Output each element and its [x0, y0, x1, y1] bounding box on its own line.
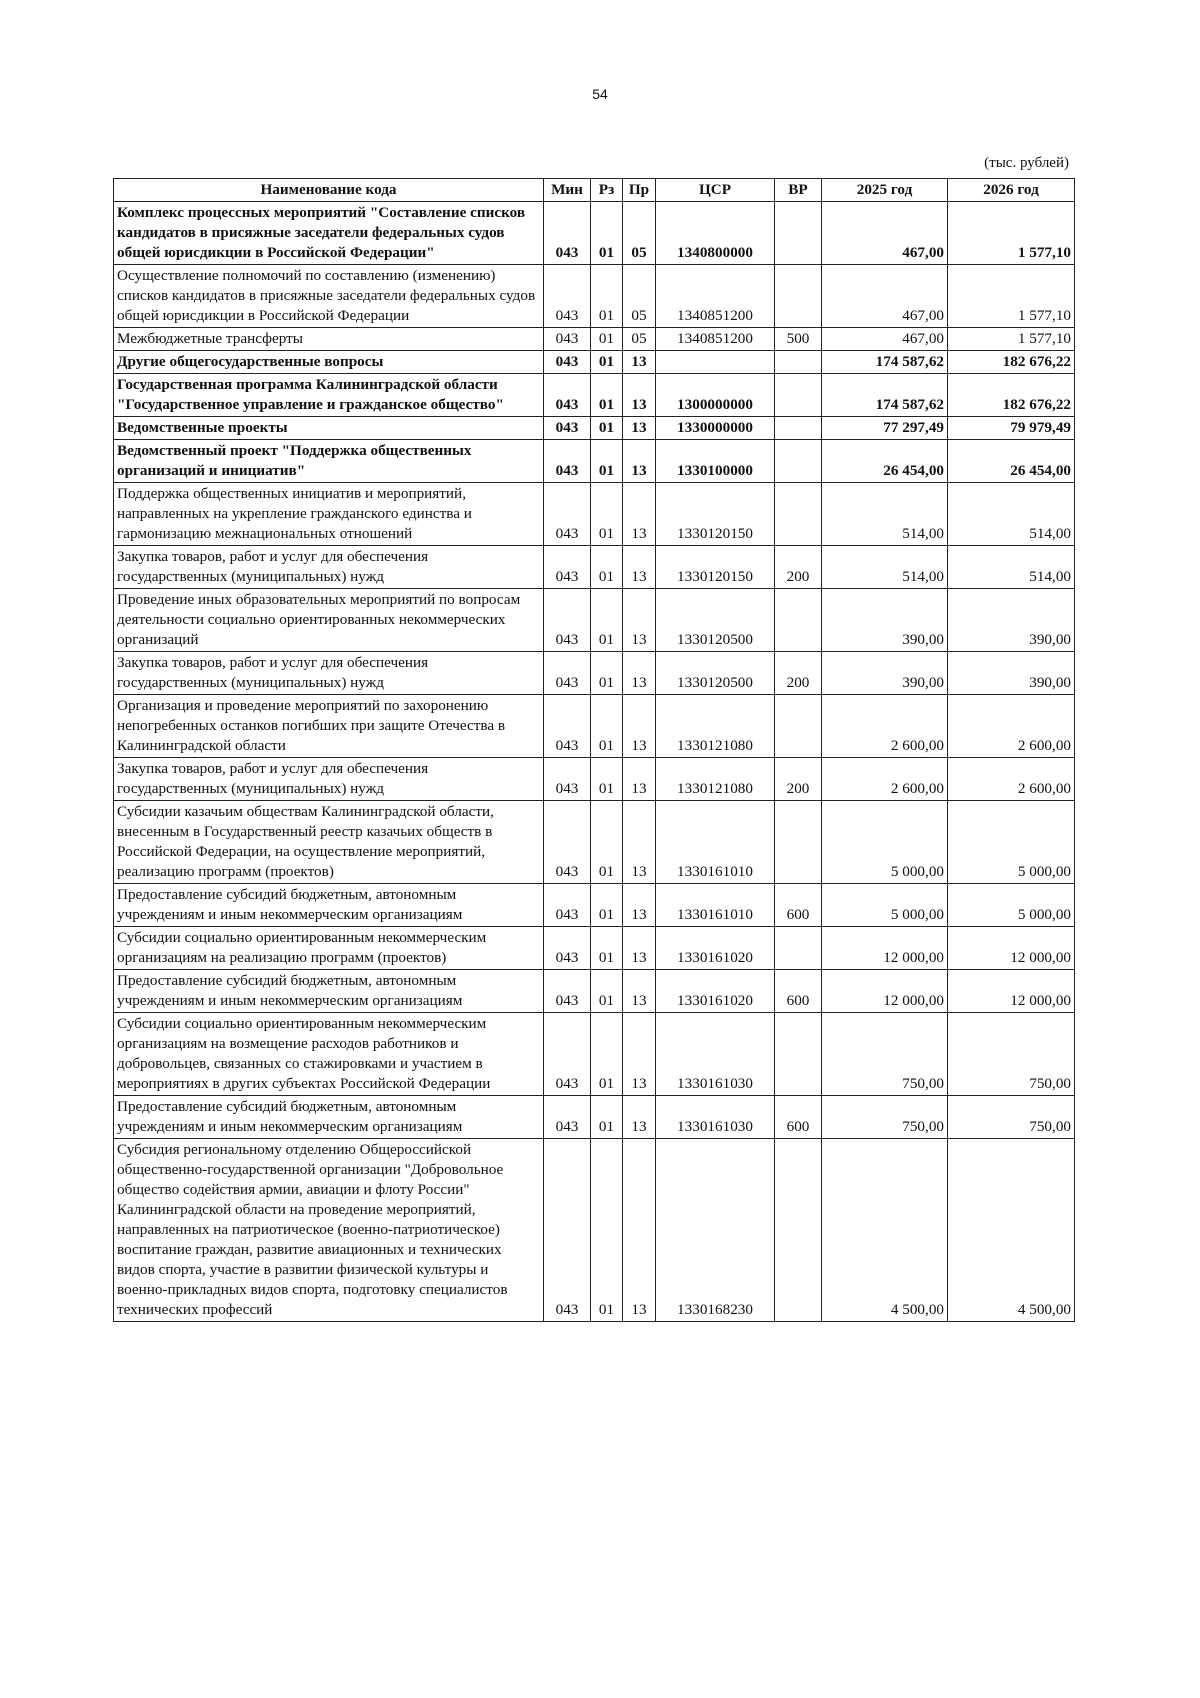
cell-pr: 05 [623, 202, 656, 265]
cell-2026: 750,00 [948, 1096, 1075, 1139]
header-min: Мин [544, 179, 591, 202]
table-row [114, 202, 1075, 265]
cell-min: 043 [544, 417, 591, 440]
header-rz: Рз [591, 179, 623, 202]
cell-min: 043 [544, 202, 591, 265]
cell-name: Предоставление субсидий бюджетным, автономным учреждениям и иным некоммерческим организациям [114, 1096, 544, 1139]
cell-name: Межбюджетные трансферты [114, 328, 544, 351]
cell-vr [775, 265, 822, 328]
cell-2026: 5 000,00 [948, 884, 1075, 927]
cell-2025: 2 600,00 [822, 758, 948, 801]
cell-min: 043 [544, 589, 591, 652]
table-row [114, 483, 1075, 546]
cell-vr: 600 [775, 970, 822, 1013]
cell-rz: 01 [591, 1096, 623, 1139]
cell-min: 043 [544, 1096, 591, 1139]
cell-pr: 13 [623, 417, 656, 440]
cell-csr: 1330120150 [656, 546, 775, 589]
table-row [114, 417, 1075, 440]
cell-vr [775, 927, 822, 970]
cell-csr: 1340800000 [656, 202, 775, 265]
cell-name: Государственная программа Калининградской области "Государственное управление и гражданское общество" [114, 374, 544, 417]
cell-vr [775, 202, 822, 265]
cell-min: 043 [544, 440, 591, 483]
cell-vr [775, 374, 822, 417]
cell-rz: 01 [591, 758, 623, 801]
cell-2025: 12 000,00 [822, 970, 948, 1013]
cell-name: Осуществление полномочий по составлению (изменению) списков кандидатов в присяжные заседатели федеральных судов общей юрисдикции в Российской Федерации [114, 265, 544, 328]
cell-min: 043 [544, 884, 591, 927]
cell-2025: 174 587,62 [822, 351, 948, 374]
cell-pr: 05 [623, 265, 656, 328]
cell-csr: 1330161030 [656, 1013, 775, 1096]
table-row [114, 927, 1075, 970]
cell-2025: 12 000,00 [822, 927, 948, 970]
table-row [114, 1096, 1075, 1139]
table-header-row [114, 179, 1075, 202]
cell-csr: 1330161010 [656, 801, 775, 884]
cell-rz: 01 [591, 483, 623, 546]
cell-pr: 13 [623, 546, 656, 589]
cell-csr: 1330120500 [656, 652, 775, 695]
cell-rz: 01 [591, 1013, 623, 1096]
cell-pr: 13 [623, 927, 656, 970]
cell-2026: 1 577,10 [948, 202, 1075, 265]
cell-name: Закупка товаров, работ и услуг для обеспечения государственных (муниципальных) нужд [114, 652, 544, 695]
table-row [114, 801, 1075, 884]
cell-min: 043 [544, 927, 591, 970]
header-2026: 2026 год [948, 179, 1075, 202]
cell-rz: 01 [591, 970, 623, 1013]
cell-pr: 13 [623, 351, 656, 374]
cell-rz: 01 [591, 440, 623, 483]
cell-name: Организация и проведение мероприятий по захоронению непогребенных останков погибших при защите Отечества в Калининградской области [114, 695, 544, 758]
cell-vr [775, 589, 822, 652]
cell-csr: 1340851200 [656, 265, 775, 328]
header-vr: ВР [775, 179, 822, 202]
cell-2025: 750,00 [822, 1013, 948, 1096]
cell-2025: 514,00 [822, 483, 948, 546]
cell-rz: 01 [591, 801, 623, 884]
table-row [114, 374, 1075, 417]
cell-pr: 13 [623, 374, 656, 417]
cell-2026: 2 600,00 [948, 695, 1075, 758]
cell-pr: 13 [623, 801, 656, 884]
table-row [114, 440, 1075, 483]
cell-2026: 182 676,22 [948, 374, 1075, 417]
cell-vr [775, 1139, 822, 1322]
cell-min: 043 [544, 695, 591, 758]
cell-min: 043 [544, 351, 591, 374]
cell-vr: 200 [775, 758, 822, 801]
cell-csr: 1340851200 [656, 328, 775, 351]
cell-rz: 01 [591, 927, 623, 970]
cell-vr: 500 [775, 328, 822, 351]
cell-vr [775, 695, 822, 758]
cell-2026: 182 676,22 [948, 351, 1075, 374]
cell-csr: 1330161010 [656, 884, 775, 927]
cell-2025: 390,00 [822, 652, 948, 695]
table-body [114, 202, 1075, 1322]
cell-rz: 01 [591, 695, 623, 758]
cell-rz: 01 [591, 589, 623, 652]
cell-vr [775, 351, 822, 374]
cell-pr: 13 [623, 1096, 656, 1139]
cell-2026: 12 000,00 [948, 927, 1075, 970]
cell-2026: 1 577,10 [948, 328, 1075, 351]
cell-min: 043 [544, 483, 591, 546]
cell-csr: 1330121080 [656, 758, 775, 801]
budget-table [113, 178, 1075, 1322]
cell-pr: 05 [623, 328, 656, 351]
table-row [114, 1013, 1075, 1096]
cell-2026: 390,00 [948, 589, 1075, 652]
header-2025: 2025 год [822, 179, 948, 202]
cell-name: Предоставление субсидий бюджетным, автономным учреждениям и иным некоммерческим организациям [114, 970, 544, 1013]
cell-name: Субсидии казачьим обществам Калининградской области, внесенным в Государственный реестр казачьих обществ в Российской Федерации, на осуществление мероприятий, реализацию программ (проектов) [114, 801, 544, 884]
cell-2025: 5 000,00 [822, 801, 948, 884]
cell-2026: 750,00 [948, 1013, 1075, 1096]
cell-vr: 600 [775, 884, 822, 927]
cell-rz: 01 [591, 351, 623, 374]
cell-2025: 2 600,00 [822, 695, 948, 758]
header-csr: ЦСР [656, 179, 775, 202]
cell-rz: 01 [591, 374, 623, 417]
cell-2025: 390,00 [822, 589, 948, 652]
table-row [114, 265, 1075, 328]
cell-name: Закупка товаров, работ и услуг для обеспечения государственных (муниципальных) нужд [114, 546, 544, 589]
cell-pr: 13 [623, 483, 656, 546]
cell-rz: 01 [591, 417, 623, 440]
cell-2026: 26 454,00 [948, 440, 1075, 483]
cell-min: 043 [544, 970, 591, 1013]
cell-min: 043 [544, 652, 591, 695]
cell-pr: 13 [623, 589, 656, 652]
cell-2026: 5 000,00 [948, 801, 1075, 884]
cell-2026: 12 000,00 [948, 970, 1075, 1013]
cell-2026: 514,00 [948, 546, 1075, 589]
cell-vr [775, 483, 822, 546]
cell-2025: 467,00 [822, 328, 948, 351]
cell-min: 043 [544, 1139, 591, 1322]
cell-2026: 390,00 [948, 652, 1075, 695]
cell-2025: 174 587,62 [822, 374, 948, 417]
cell-pr: 13 [623, 970, 656, 1013]
cell-csr: 1330121080 [656, 695, 775, 758]
cell-name: Предоставление субсидий бюджетным, автономным учреждениям и иным некоммерческим организациям [114, 884, 544, 927]
cell-pr: 13 [623, 1139, 656, 1322]
cell-csr [656, 351, 775, 374]
table-row [114, 589, 1075, 652]
cell-vr [775, 801, 822, 884]
cell-name: Субсидии социально ориентированным некоммерческим организациям на реализацию программ (проектов) [114, 927, 544, 970]
units-label: (тыс. рублей) [984, 155, 1069, 171]
table-row [114, 970, 1075, 1013]
cell-csr: 1330120150 [656, 483, 775, 546]
cell-name: Поддержка общественных инициатив и мероприятий, направленных на укрепление гражданского единства и гармонизацию межнациональных отношений [114, 483, 544, 546]
cell-min: 043 [544, 374, 591, 417]
cell-2025: 467,00 [822, 265, 948, 328]
cell-vr: 600 [775, 1096, 822, 1139]
cell-rz: 01 [591, 202, 623, 265]
table-row [114, 758, 1075, 801]
cell-2026: 79 979,49 [948, 417, 1075, 440]
table-row [114, 546, 1075, 589]
cell-name: Субсидия региональному отделению Общероссийской общественно-государственной организации "Добровольное общество содействия армии, авиации и флоту России" Калининградской области на проведение мероприятий, направленных на патриотическое (военно-патриотическое) воспитание граждан, развитие авиационных и технических видов спорта, участие в развитии физической культуры и военно-прикладных видов спорта, подготовку специалистов технических профессий [114, 1139, 544, 1322]
table-row [114, 1139, 1075, 1322]
cell-2025: 77 297,49 [822, 417, 948, 440]
cell-2026: 514,00 [948, 483, 1075, 546]
cell-pr: 13 [623, 652, 656, 695]
table-row [114, 351, 1075, 374]
cell-2025: 514,00 [822, 546, 948, 589]
cell-rz: 01 [591, 884, 623, 927]
cell-name: Закупка товаров, работ и услуг для обеспечения государственных (муниципальных) нужд [114, 758, 544, 801]
cell-2026: 4 500,00 [948, 1139, 1075, 1322]
cell-csr: 1330100000 [656, 440, 775, 483]
cell-2025: 4 500,00 [822, 1139, 948, 1322]
table-row [114, 695, 1075, 758]
cell-min: 043 [544, 801, 591, 884]
cell-pr: 13 [623, 695, 656, 758]
cell-name: Комплекс процессных мероприятий "Составление списков кандидатов в присяжные заседатели федеральных судов общей юрисдикции в Российской Федерации" [114, 202, 544, 265]
cell-pr: 13 [623, 440, 656, 483]
cell-2026: 2 600,00 [948, 758, 1075, 801]
cell-pr: 13 [623, 1013, 656, 1096]
cell-2025: 467,00 [822, 202, 948, 265]
cell-csr: 1330120500 [656, 589, 775, 652]
header-pr: Пр [623, 179, 656, 202]
cell-vr [775, 417, 822, 440]
cell-2025: 26 454,00 [822, 440, 948, 483]
cell-rz: 01 [591, 546, 623, 589]
cell-rz: 01 [591, 1139, 623, 1322]
cell-csr: 1330161020 [656, 927, 775, 970]
cell-name: Ведомственный проект "Поддержка общественных организаций и инициатив" [114, 440, 544, 483]
cell-csr: 1330168230 [656, 1139, 775, 1322]
cell-rz: 01 [591, 328, 623, 351]
cell-pr: 13 [623, 758, 656, 801]
cell-name: Ведомственные проекты [114, 417, 544, 440]
cell-2026: 1 577,10 [948, 265, 1075, 328]
cell-name: Проведение иных образовательных мероприятий по вопросам деятельности социально ориентированных некоммерческих организаций [114, 589, 544, 652]
cell-rz: 01 [591, 265, 623, 328]
table-row [114, 328, 1075, 351]
cell-vr [775, 1013, 822, 1096]
cell-min: 043 [544, 1013, 591, 1096]
cell-csr: 1300000000 [656, 374, 775, 417]
cell-name: Субсидии социально ориентированным некоммерческим организациям на возмещение расходов работников и добровольцев, связанных со стажировками и участием в мероприятиях в других субъектах Российской Федерации [114, 1013, 544, 1096]
cell-min: 043 [544, 546, 591, 589]
cell-csr: 1330161020 [656, 970, 775, 1013]
cell-pr: 13 [623, 884, 656, 927]
cell-name: Другие общегосударственные вопросы [114, 351, 544, 374]
cell-min: 043 [544, 758, 591, 801]
table-row [114, 652, 1075, 695]
cell-csr: 1330000000 [656, 417, 775, 440]
cell-vr [775, 440, 822, 483]
cell-vr: 200 [775, 546, 822, 589]
cell-2025: 750,00 [822, 1096, 948, 1139]
table-row [114, 884, 1075, 927]
cell-rz: 01 [591, 652, 623, 695]
header-name: Наименование кода [114, 179, 544, 202]
cell-min: 043 [544, 265, 591, 328]
cell-2025: 5 000,00 [822, 884, 948, 927]
cell-vr: 200 [775, 652, 822, 695]
page-number: 54 [592, 86, 608, 102]
cell-min: 043 [544, 328, 591, 351]
cell-csr: 1330161030 [656, 1096, 775, 1139]
